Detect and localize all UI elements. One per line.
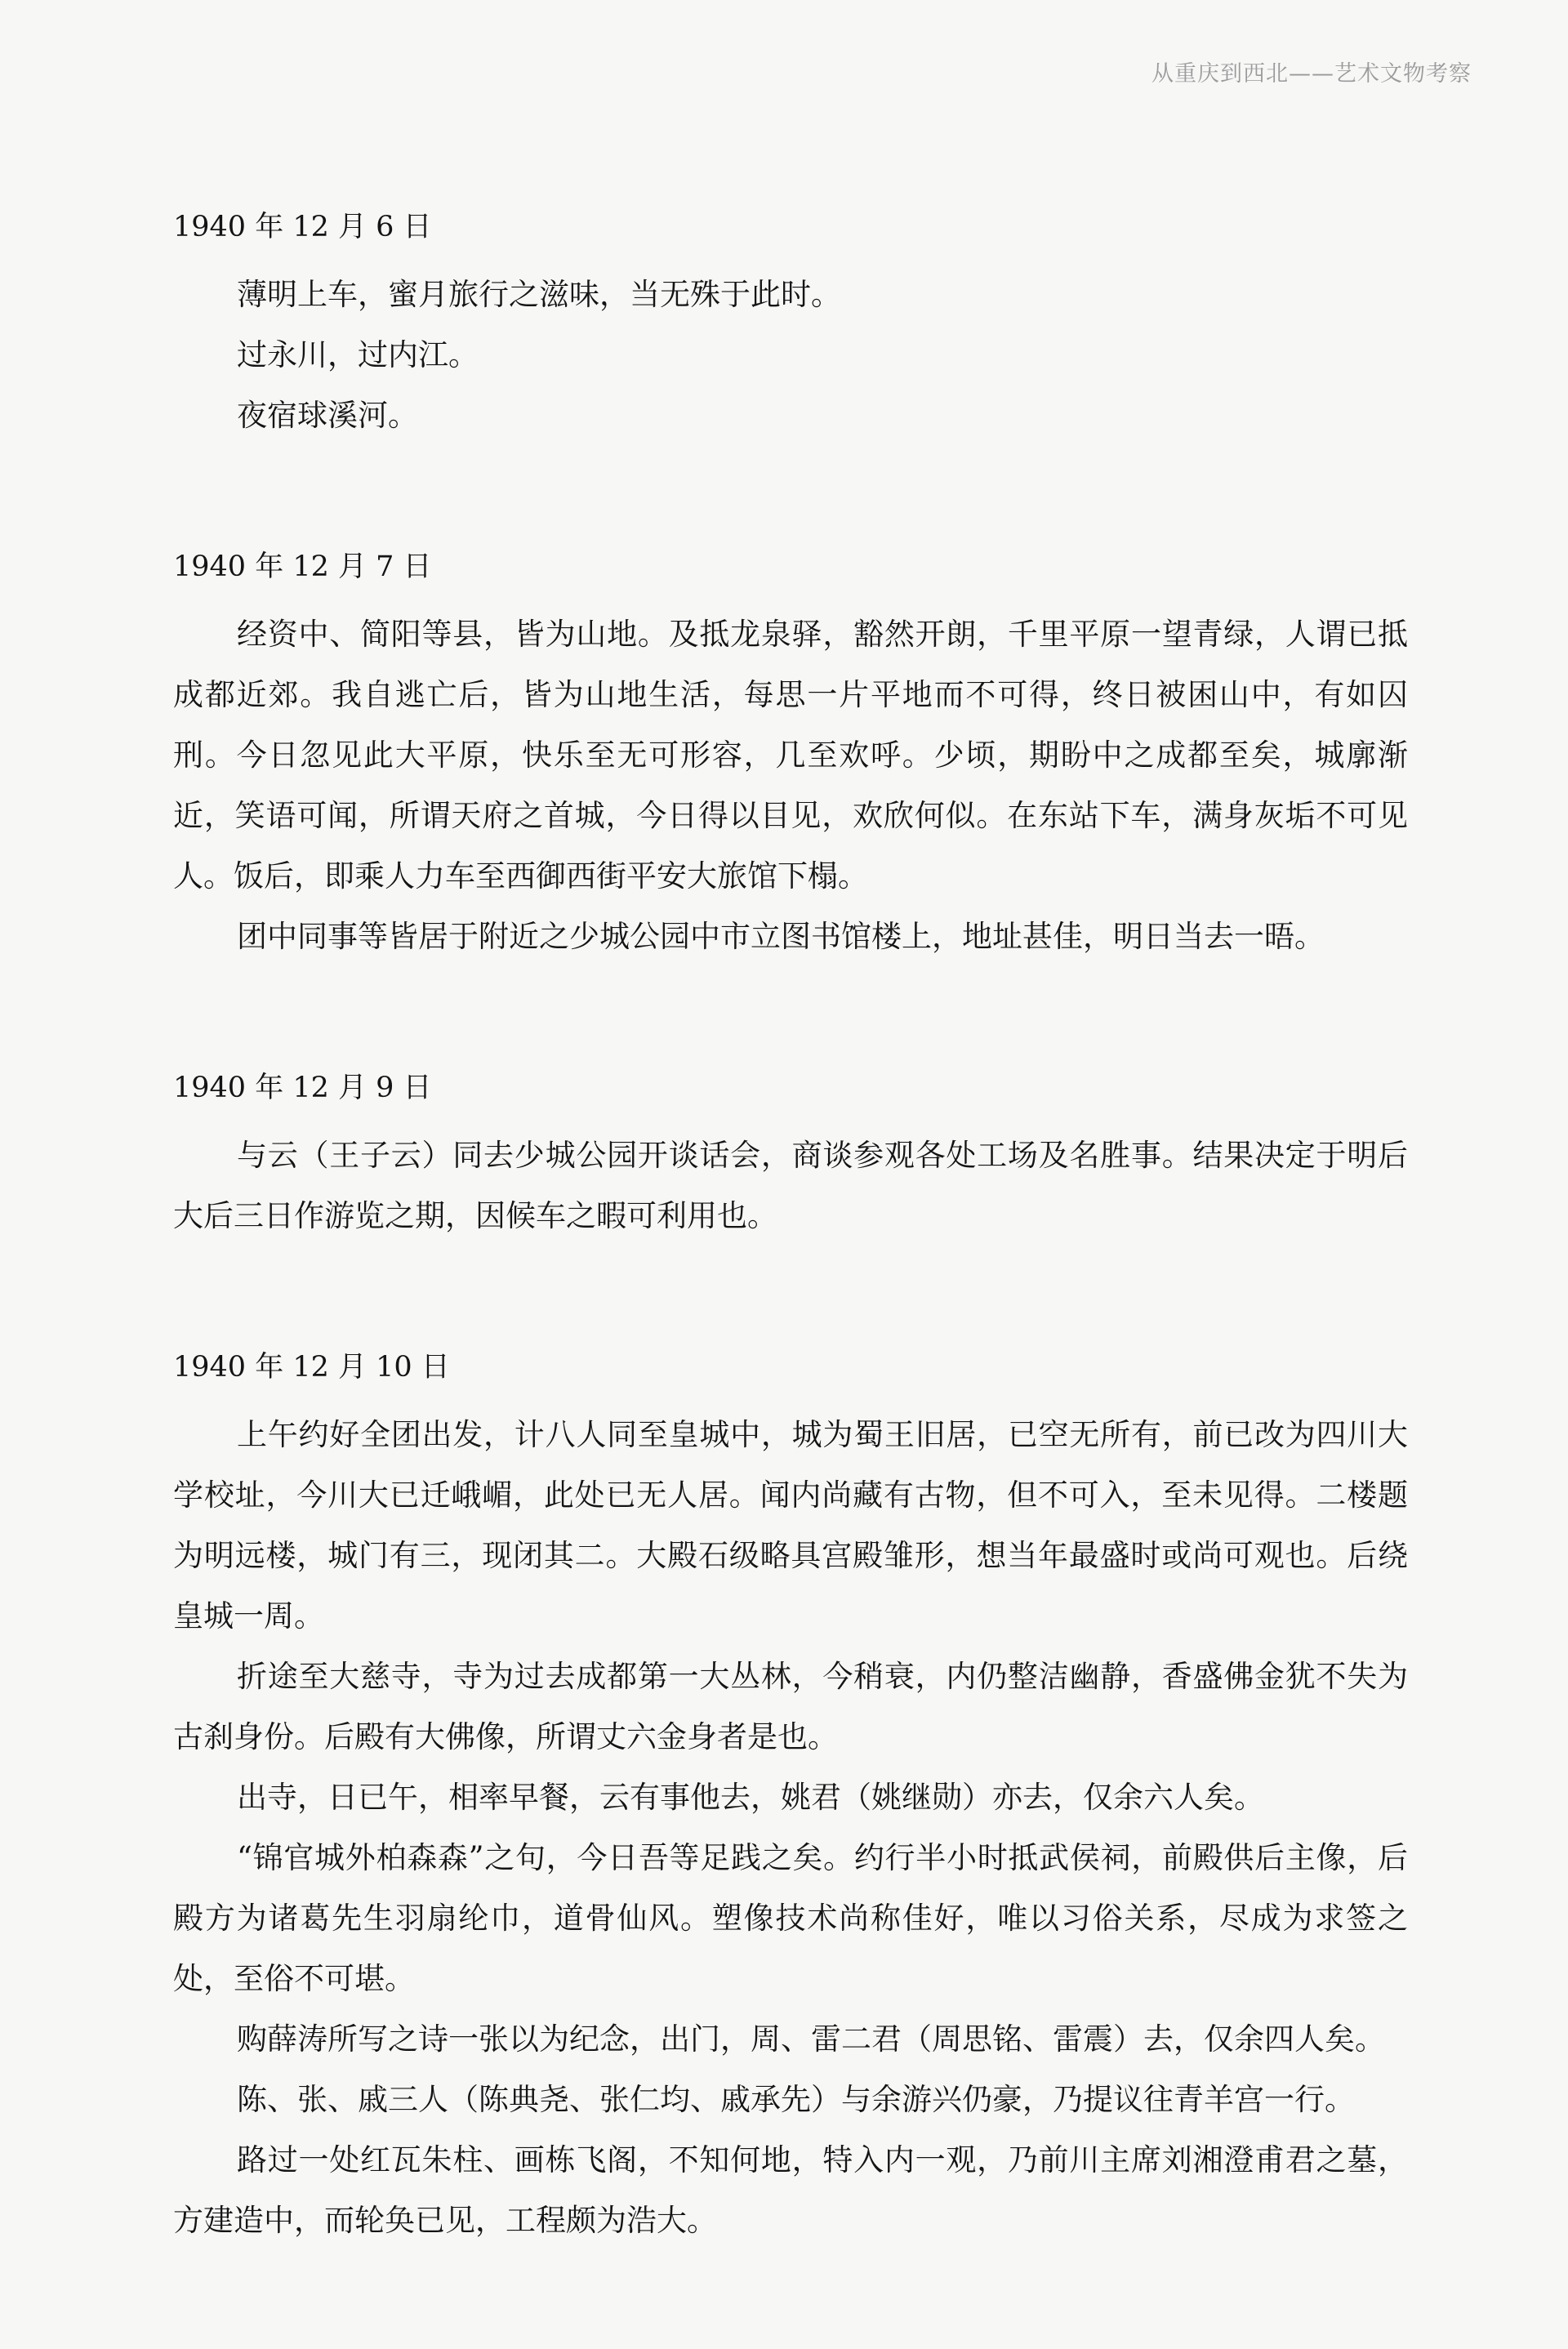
entry-date: 1940 年 12 月 9 日 xyxy=(173,1072,432,1104)
diary-entry-1940-12-09 xyxy=(173,1065,1408,1246)
entry-paragraph: 路过一处红瓦朱柱、画栋飞阁，不知何地，特入内一观，乃前川主席刘湘澄甫君之墓，方建造中，而轮奂已见，工程颇为浩大。 xyxy=(173,2142,1408,2238)
diary-entry-1940-12-10 xyxy=(173,1344,1408,2251)
entry-paragraph: 折途至大慈寺，寺为过去成都第一大丛林，今稍衰，内仍整洁幽静，香盛佛金犹不失为古刹身份。后殿有大佛像，所谓丈六金身者是也。 xyxy=(173,1659,1408,1754)
entry-paragraph: “锦官城外柏森森”之句，今日吾等足践之矣。约行半小时抵武侯祠，前殿供后主像，后殿方为诸葛先生羽扇纶巾，道骨仙风。塑像技术尚称佳好，唯以习俗关系，尽成为求签之处，至俗不可堪。 xyxy=(173,1840,1408,1996)
entry-paragraph: 过永川，过内江。 xyxy=(237,337,479,372)
entry-date: 1940 年 12 月 6 日 xyxy=(173,211,432,243)
entry-paragraph: 夜宿球溪河。 xyxy=(237,398,418,433)
diary-entry-1940-12-07 xyxy=(173,544,1408,967)
entry-paragraph: 购薛涛所写之诗一张以为纪念，出门，周、雷二君（周思铭、雷震）去，仅余四人矣。 xyxy=(237,2021,1385,2057)
diary-entry-1940-12-06 xyxy=(173,204,1408,446)
entry-paragraph: 与云（王子云）同去少城公园开谈话会，商谈参观各处工场及名胜事。结果决定于明后大后三日作游览之期，因候车之暇可利用也。 xyxy=(173,1138,1408,1233)
entry-paragraph: 陈、张、戚三人（陈典尧、张仁均、戚承先）与余游兴仍豪，乃提议往青羊宫一行。 xyxy=(237,2082,1355,2117)
diary-body xyxy=(173,204,1408,2349)
running-head: 从重庆到西北——艺术文物考察 xyxy=(1152,61,1472,87)
entry-paragraph: 薄明上车，蜜月旅行之滋味，当无殊于此时。 xyxy=(237,277,841,312)
entry-date: 1940 年 12 月 10 日 xyxy=(173,1351,450,1384)
entry-paragraph: 经资中、简阳等县，皆为山地。及抵龙泉驿，豁然开朗，千里平原一望青绿，人谓已抵成都近郊。我自逃亡后，皆为山地生活，每思一片平地而不可得，终日被困山中，有如囚刑。今日忽见此大平原，快乐至无可形容，几至欢呼。少顷，期盼中之成都至矣，城廓渐近，笑语可闻，所谓天府之首城，今日得以目见，欢欣何似。在东站下车，满身灰垢不可见人。饭后，即乘人力车至西御西街平安大旅馆下榻。 xyxy=(173,617,1408,894)
entry-paragraph: 出寺，日已午，相率早餐，云有事他去，姚君（姚继勋）亦去，仅余六人矣。 xyxy=(237,1780,1264,1815)
entry-paragraph: 上午约好全团出发，计八人同至皇城中，城为蜀王旧居，已空无所有，前已改为四川大学校址，今川大已迁峨嵋，此处已无人居。闻内尚藏有古物，但不可入，至未见得。二楼题为明远楼，城门有三，现闭其二。大殿石级略具宫殿雏形，想当年最盛时或尚可观也。后绕皇城一周。 xyxy=(173,1417,1408,1634)
entry-paragraph: 团中同事等皆居于附近之少城公园中市立图书馆楼上，地址甚佳，明日当去一晤。 xyxy=(237,919,1325,954)
entry-date: 1940 年 12 月 7 日 xyxy=(173,550,432,583)
